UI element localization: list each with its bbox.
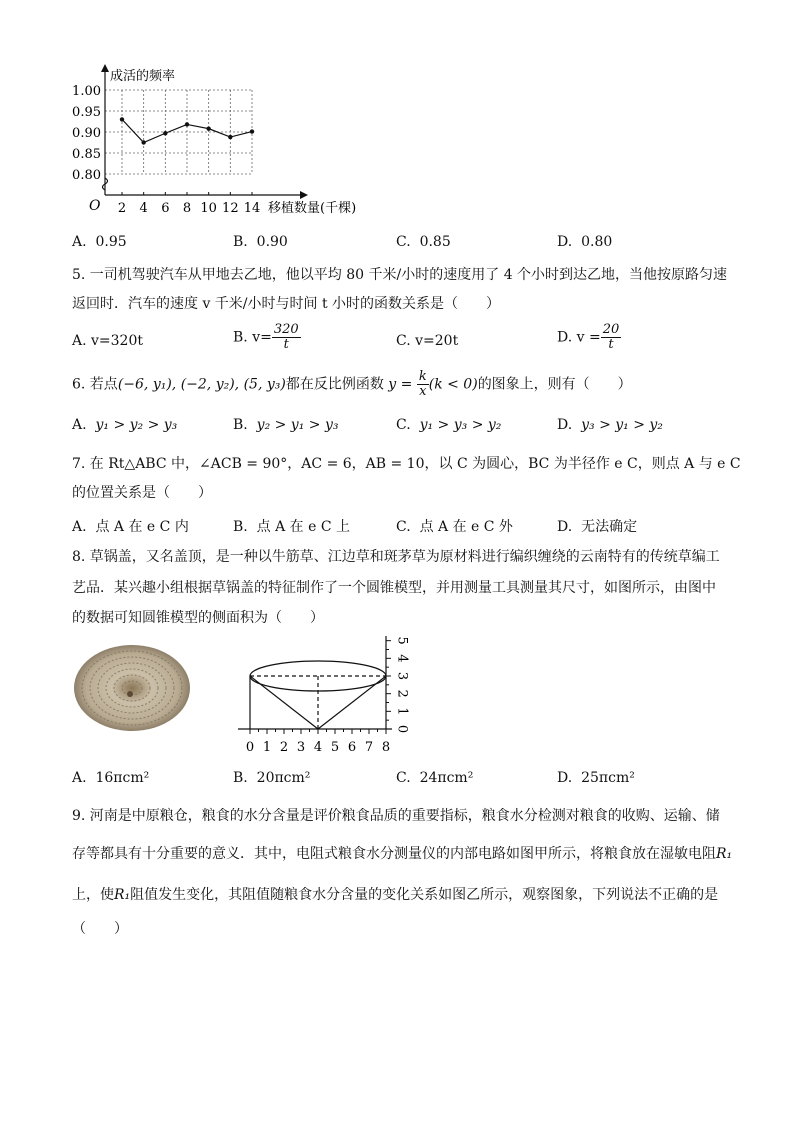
straw-lid-photo	[72, 644, 192, 732]
ruler-x-label: 0	[245, 740, 255, 755]
chart-xtick-label: 14	[243, 201, 261, 216]
ruler-x-label: 4	[313, 740, 323, 755]
q5-stem-line2: 返回时．汽车的速度 v 千米/小时与时间 t 小时的函数关系是（ ）	[72, 296, 501, 312]
q6-option-d[interactable]: D. y₃ > y₁ > y₂	[557, 417, 663, 433]
q8-option-c[interactable]: C. 24πcm²	[396, 770, 474, 786]
ruler-x	[238, 729, 392, 755]
ruler-x-label: 6	[347, 740, 357, 755]
ruler-x-label: 2	[279, 740, 289, 755]
chart-xtick-label: 8	[182, 201, 192, 216]
chart-data-point	[120, 117, 124, 121]
q7-option-b[interactable]: B. 点 A 在 e C 上	[233, 519, 351, 535]
q8-stem-line2: 艺品．某兴趣小组根据草锅盖的特征制作了一个圆锥模型，并用测量工具测量其尺寸，如图所示，由图中	[72, 580, 716, 596]
q5-d-fraction: $\frac{20}{t}$	[602, 322, 620, 352]
q7-option-d[interactable]: D. 无法确定	[557, 519, 638, 535]
chart-xtick-label: 6	[161, 201, 170, 216]
chart-x-arrow	[300, 191, 308, 199]
ruler-x-label: 1	[262, 740, 272, 755]
chart-ytick-label: 0.80	[72, 168, 101, 183]
chart-xtick-label: 12	[222, 201, 239, 216]
q5-stem-line1: 5. 一司机驾驶汽车从甲地去乙地，他以平均 80 千米/小时的速度用了 4 个小时到达乙地，当他按原路匀速	[72, 267, 728, 283]
ruler-x-label: 5	[330, 740, 340, 755]
chart-xtick-label: 2	[117, 201, 127, 216]
ruler-y-label: 2	[394, 689, 410, 698]
q6-points: (−6, y₁), (−2, y₂), (5, y₃)	[117, 376, 286, 393]
q7-option-c[interactable]: C. 点 A 在 e C 外	[396, 519, 513, 535]
survival-frequency-chart	[60, 60, 380, 220]
chart-ytick-label: 0.85	[72, 147, 101, 162]
chart-ylabel: 成活的频率	[110, 69, 176, 84]
q5-option-c[interactable]: C. v=20t	[396, 333, 459, 349]
ruler-y-label: 3	[394, 671, 410, 681]
chart-data-point	[250, 129, 254, 133]
chart-data-point	[163, 131, 167, 135]
q4-option-b[interactable]: B. 0.90	[233, 234, 288, 250]
q8-option-b[interactable]: B. 20πcm²	[233, 770, 311, 786]
ruler-x-label: 7	[364, 740, 374, 755]
ruler-y-label: 4	[394, 654, 410, 663]
chart-xtick-label: 4	[139, 201, 148, 216]
q5-option-b[interactable]: B. v= $\frac{320}{t}$	[233, 322, 299, 352]
q8-option-d[interactable]: D. 25πcm²	[557, 770, 635, 786]
ruler-y-label: 1	[394, 707, 410, 716]
ruler-y	[386, 636, 410, 733]
q9-stem-line1: 9. 河南是中原粮仓，粮食的水分含量是评价粮食品质的重要指标，粮食水分检测对粮食的收购、运输、储	[72, 808, 720, 824]
q8-option-a[interactable]: A. 16πcm²	[72, 770, 150, 786]
chart-origin: O	[89, 198, 101, 214]
q8-stem-line3: 的数据可知圆锥模型的侧面积为（ ）	[72, 610, 324, 626]
chart-data-point	[206, 126, 210, 130]
q6-option-a[interactable]: A. y₁ > y₂ > y₃	[72, 417, 178, 433]
chart-xtick-label: 10	[200, 201, 217, 216]
ruler-x-label: 8	[381, 740, 391, 755]
q7-stem-line2: 的位置关系是（ ）	[72, 485, 212, 501]
q6-option-c[interactable]: C. y₁ > y₃ > y₂	[396, 417, 502, 433]
q9-stem-line3: 上，使R₁阻值发生变化，其阻值随粮食水分含量的变化关系如图乙所示，观察图象，下列说法不正确的是	[72, 887, 719, 903]
q6-option-b[interactable]: B. y₂ > y₁ > y₃	[233, 417, 339, 433]
q9-stem-line4: （ ）	[72, 921, 128, 937]
q5-option-d[interactable]: D. v = $\frac{20}{t}$	[557, 322, 620, 352]
chart-axes	[101, 64, 308, 199]
q5-b-fraction: $\frac{320}{t}$	[273, 322, 299, 352]
q9-stem-line2: 存等都具有十分重要的意义．其中，电阻式粮食水分测量仪的内部电路如图甲所示，将粮食放在湿敏电阻R₁	[72, 846, 733, 862]
chart-y-arrow	[101, 64, 109, 72]
q4-option-c[interactable]: C. 0.85	[396, 234, 451, 250]
chart-data-point	[141, 140, 145, 144]
chart-ytick-label: 0.95	[72, 105, 101, 120]
q7-stem-line1: 7. 在 Rt△ABC 中，∠ACB = 90°，AC = 6，AB = 10，以 C 为圆心，BC 为半径作 e C，则点 A 与 e C	[72, 456, 741, 472]
chart-ticks	[72, 84, 260, 216]
chart-data-point	[228, 135, 232, 139]
chart-ytick-label: 0.90	[72, 126, 101, 141]
cone-model-figure	[234, 632, 414, 762]
q7-option-a[interactable]: A. 点 A 在 e C 内	[72, 519, 189, 535]
cone-shape	[250, 661, 386, 729]
chart-data-point	[185, 122, 189, 126]
ruler-x-label: 3	[296, 740, 306, 755]
chart-grid	[105, 90, 252, 174]
ruler-y-label: 5	[394, 636, 410, 645]
ruler-y-label: 0	[394, 724, 410, 734]
chart-xlabel: 移植数量(千棵)	[268, 201, 357, 216]
q4-option-d[interactable]: D. 0.80	[557, 234, 613, 250]
q8-stem-line1: 8. 草锅盖，又名盖顶，是一种以牛筋草、江边草和斑茅草为原材料进行编织缠绕的云南特有的传统草编工	[72, 549, 720, 565]
q6-function-fraction: $\frac{k}{x}$	[418, 369, 427, 399]
q5-option-a[interactable]: A. v=320t	[72, 333, 143, 349]
chart-ytick-label: 1.00	[72, 84, 101, 99]
q6-stem: 6. 若点(−6, y₁), (−2, y₂), (5, y₃)都在反比例函数 y = $\frac{k}{x}$ (k < 0)的图象上，则有（ ）	[72, 369, 632, 399]
q4-option-a[interactable]: A. 0.95	[72, 234, 127, 250]
